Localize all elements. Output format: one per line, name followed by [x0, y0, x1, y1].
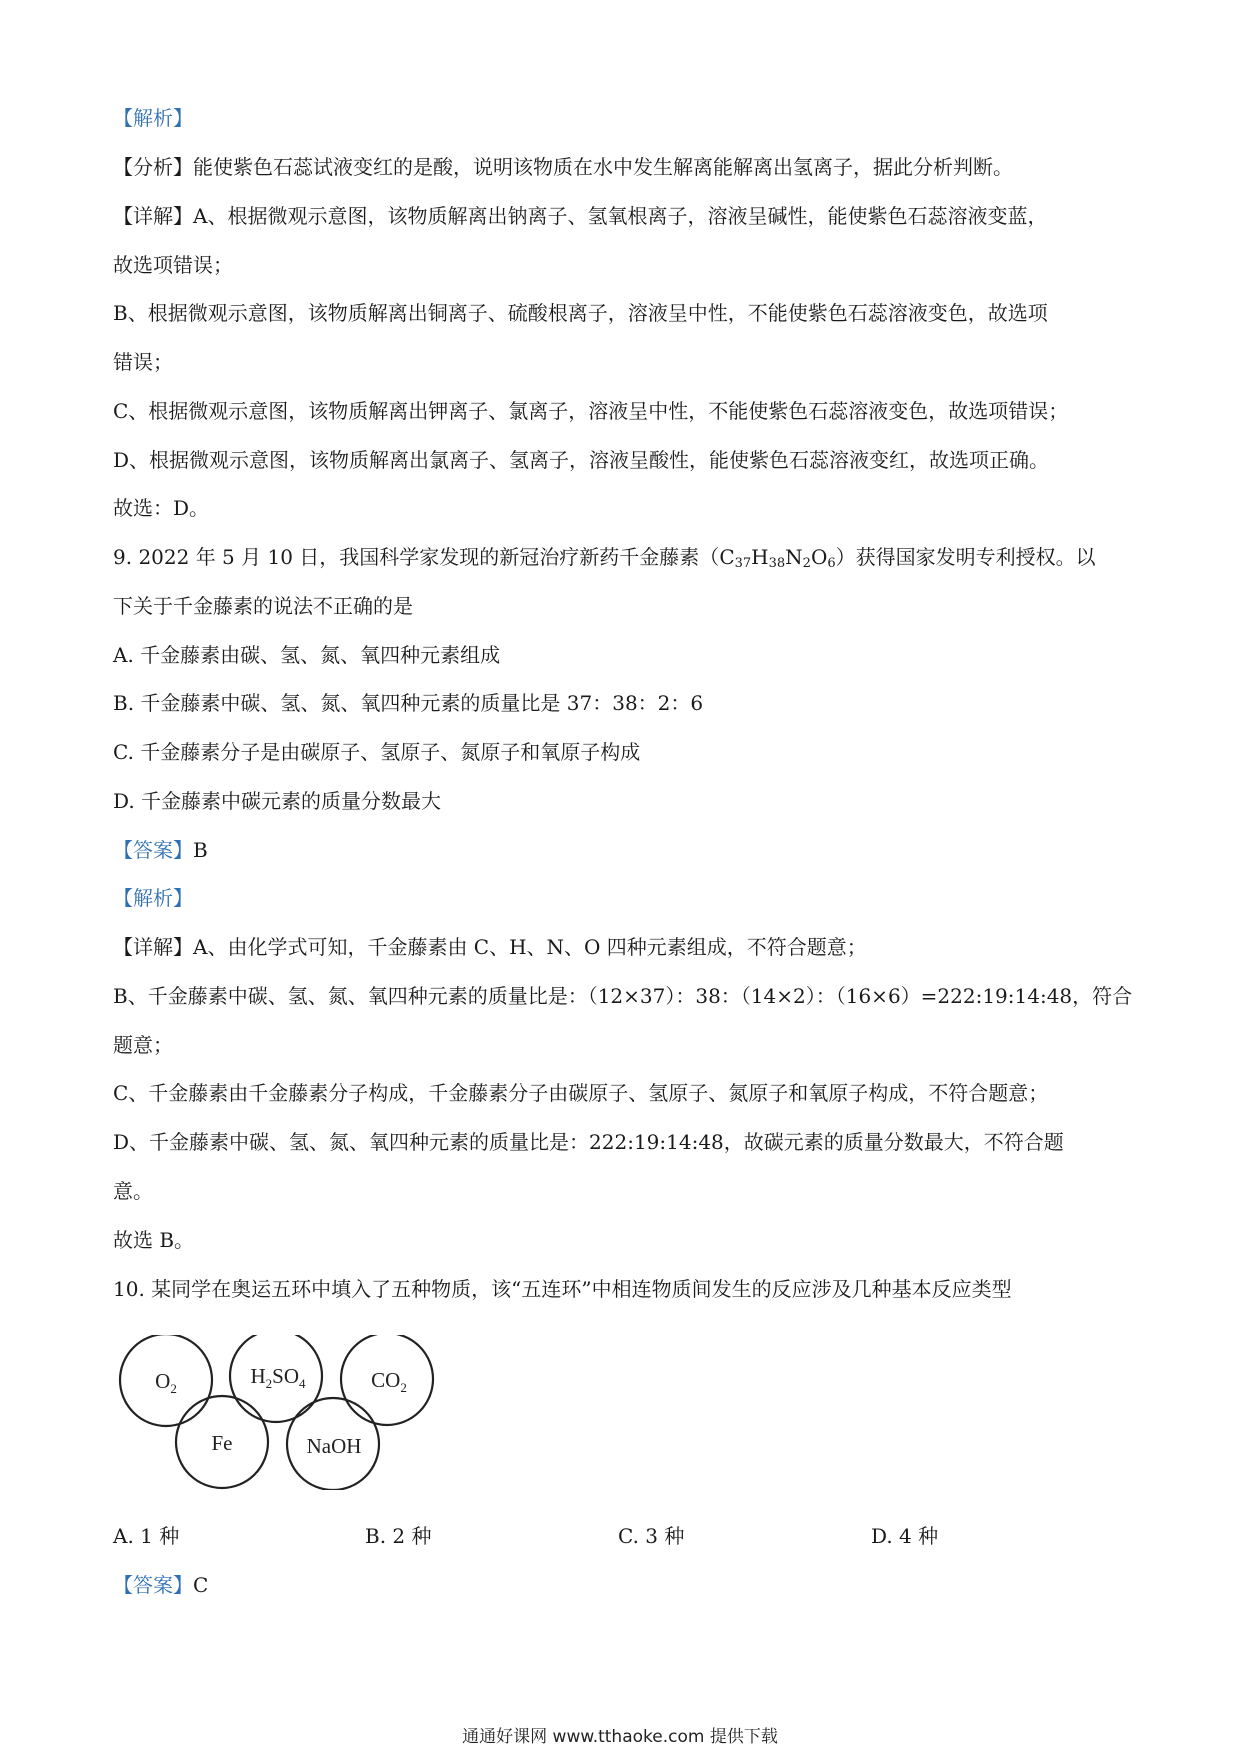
ring-label-fe: Fe [211, 1431, 233, 1455]
q10-option-d: D. 4 种 [871, 1524, 939, 1548]
ring-label-co2: $CO_2$ [371, 1368, 407, 1395]
q8-detail-b-cont: 错误； [113, 350, 173, 374]
q8-analysis-intro: 【分析】能使紫色石蕊试液变红的是酸，说明该物质在水中发生解离能解离出氢离子，据此分析判断。 [113, 155, 1013, 179]
q8-conclusion: 故选：D。 [113, 496, 210, 520]
q9-detail-d: D、千金藤素中碳、氢、氮、氧四种元素的质量比是：222:19:14:48，故碳元素的质量分数最大，不符合题 [113, 1130, 1064, 1154]
q10-stem: 10. 某同学在奥运五环中填入了五种物质，该“五连环”中相连物质间发生的反应涉及几种基本反应类型 [113, 1277, 1012, 1301]
ring-label-naoh: NaOH [306, 1434, 362, 1458]
q8-detail-c: C、根据微观示意图，该物质解离出钾离子、氯离子，溶液呈中性，不能使紫色石蕊溶液变色，故选项错误； [113, 399, 1069, 423]
q8-analysis-heading: 【解析】 [113, 106, 193, 130]
q10-answer: 【答案】C [113, 1573, 209, 1597]
q9-option-d: D. 千金藤素中碳元素的质量分数最大 [113, 789, 442, 813]
q8-detail-b: B、根据微观示意图，该物质解离出铜离子、硫酸根离子，溶液呈中性，不能使紫色石蕊溶液变色，故选项 [113, 301, 1048, 325]
page-footer: 通通好课网 www.tthaoke.com 提供下载 [462, 1727, 778, 1747]
olympic-rings-diagram [112, 1335, 442, 1490]
q9-stem-cont: 下关于千金藤素的说法不正确的是 [113, 594, 413, 618]
q9-option-c: C. 千金藤素分子是由碳原子、氢原子、氮原子和氧原子构成 [113, 740, 641, 764]
q9-formula: $C_{37}H_{38}N_2O_6$ [719, 545, 836, 571]
q9-analysis-heading: 【解析】 [113, 886, 193, 910]
q9-detail-c: C、千金藤素由千金藤素分子构成，千金藤素分子由碳原子、氢原子、氮原子和氧原子构成，不符合题意； [113, 1081, 1049, 1105]
q8-detail-d: D、根据微观示意图，该物质解离出氯离子、氢离子，溶液呈酸性，能使紫色石蕊溶液变红，故选项正确。 [113, 448, 1050, 472]
q8-detail-a-cont: 故选项错误； [113, 253, 233, 277]
q9-detail-b-cont: 题意； [113, 1033, 173, 1057]
ring-label-o2: $O_2$ [155, 1369, 177, 1396]
q10-options [113, 1522, 1133, 1550]
q9-detail-a: 【详解】A、由化学式可知，千金藤素由 C、H、N、O 四种元素组成，不符合题意； [113, 935, 867, 959]
q9-stem: 9. 2022 年 5 月 10 日，我国科学家发现的新冠治疗新药千金藤素$(C_{37}H_{38}N_2O_6)$获得国家发明专利授权。以 [113, 545, 1096, 571]
q9-conclusion: 故选 B。 [113, 1228, 195, 1252]
q9-detail-b: B、千金藤素中碳、氢、氮、氧四种元素的质量比是：（12×37）：38：（14×2）：（16×6）=222:19:14:48，符合 [113, 984, 1133, 1008]
q10-option-c: C. 3 种 [618, 1524, 685, 1548]
q10-option-b: B. 2 种 [365, 1524, 432, 1548]
ring-label-h2so4: $H_2SO_4$ [250, 1364, 306, 1391]
q9-answer: 【答案】B [113, 838, 208, 862]
q9-option-a: A. 千金藤素由碳、氢、氮、氧四种元素组成 [113, 643, 501, 667]
q10-option-a: A. 1 种 [113, 1524, 180, 1548]
q8-detail-a: 【详解】A、根据微观示意图，该物质解离出钠离子、氢氧根离子，溶液呈碱性，能使紫色石蕊溶液变蓝， [113, 204, 1048, 228]
q9-option-b: B. 千金藤素中碳、氢、氮、氧四种元素的质量比是 37：38：2：6 [113, 691, 704, 715]
q9-detail-d-cont: 意。 [113, 1179, 153, 1203]
